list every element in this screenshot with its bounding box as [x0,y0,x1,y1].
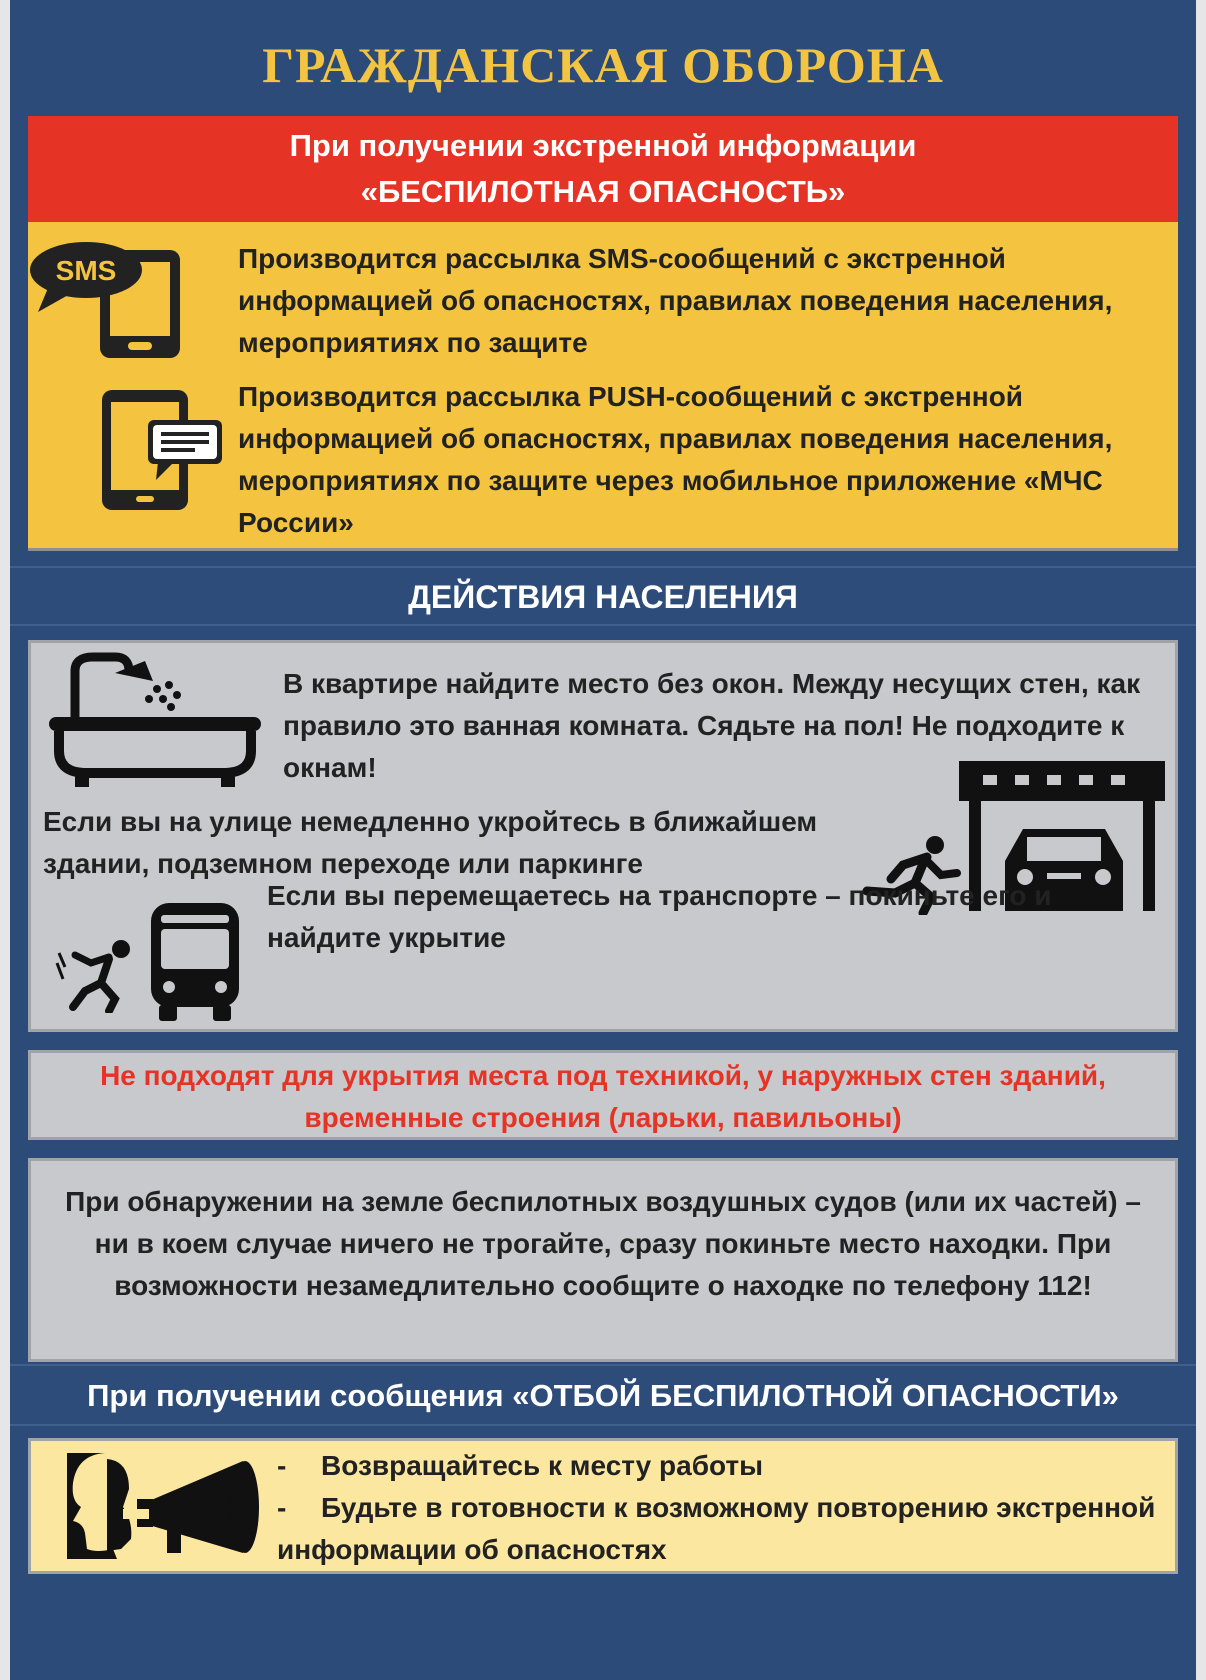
alert-line-2: «БЕСПИЛОТНАЯ ОПАСНОСТЬ» [360,174,846,209]
sms-phone-icon [30,240,190,360]
push-phone-icon [98,386,228,516]
alert-line-1: При получении экстренной информации [289,128,917,163]
sms-notification-text: Производится рассылка SMS-сообщений с экстренной информацией об опасностях, правилах поведения населения, мероприятиях по защите [238,243,1113,358]
person-fleeing-icon [55,933,139,1013]
notifications-panel [28,222,1178,551]
megaphone-icon [67,1449,267,1561]
apartment-instruction: В квартире найдите место без окон. Между несущих стен, как правило это ванная комната. Сядьте на пол! Не подходите к окнам! [283,668,1141,783]
street-instruction: Если вы на улице немедленно укройтесь в ближайшем здании, подземном переходе или паркинге [43,806,818,879]
sms-icon-label: SMS [55,255,117,286]
page-edge-left [0,0,10,1680]
transport-instruction: Если вы перемещаетесь на транспорте – покиньте его и найдите укрытие [267,880,1052,953]
list-item: - Возвращайтесь к месту работы [277,1450,764,1481]
bus-icon [149,901,241,1023]
actions-title: ДЕЙСТВИЯ НАСЕЛЕНИЯ [10,566,1196,626]
actions-panel [28,640,1178,1032]
all-clear-title: При получении сообщения «ОТБОЙ БЕСПИЛОТНОЙ ОПАСНОСТИ» [10,1364,1196,1426]
all-clear-list [277,1445,1157,1571]
alert-header [28,116,1178,222]
drone-found-instruction: При обнаружении на земле беспилотных воздушных судов (или их частей) – ни в коем случае ничего не трогайте, сразу покиньте место находки. При возможности незамедлительно сообщите о находке по телефону 112! [28,1158,1178,1362]
page-title: ГРАЖДАНСКАЯ ОБОРОНА [262,37,944,93]
shelter-warning: Не подходят для укрытия места под техникой, у наружных стен зданий, временные строения (ларьки, павильоны) [28,1050,1178,1140]
push-notification-text: Производится рассылка PUSH-сообщений с экстренной информацией об опасностях, правилах поведения населения, мероприятиях по защите через мобильное приложение «МЧС России» [238,381,1113,538]
all-clear-panel [28,1438,1178,1574]
bathtub-shower-icon [45,651,265,791]
page-edge-right [1196,0,1206,1680]
list-item: - Будьте в готовности к возможному повторению экстренной информации об опасностях [277,1492,1156,1565]
